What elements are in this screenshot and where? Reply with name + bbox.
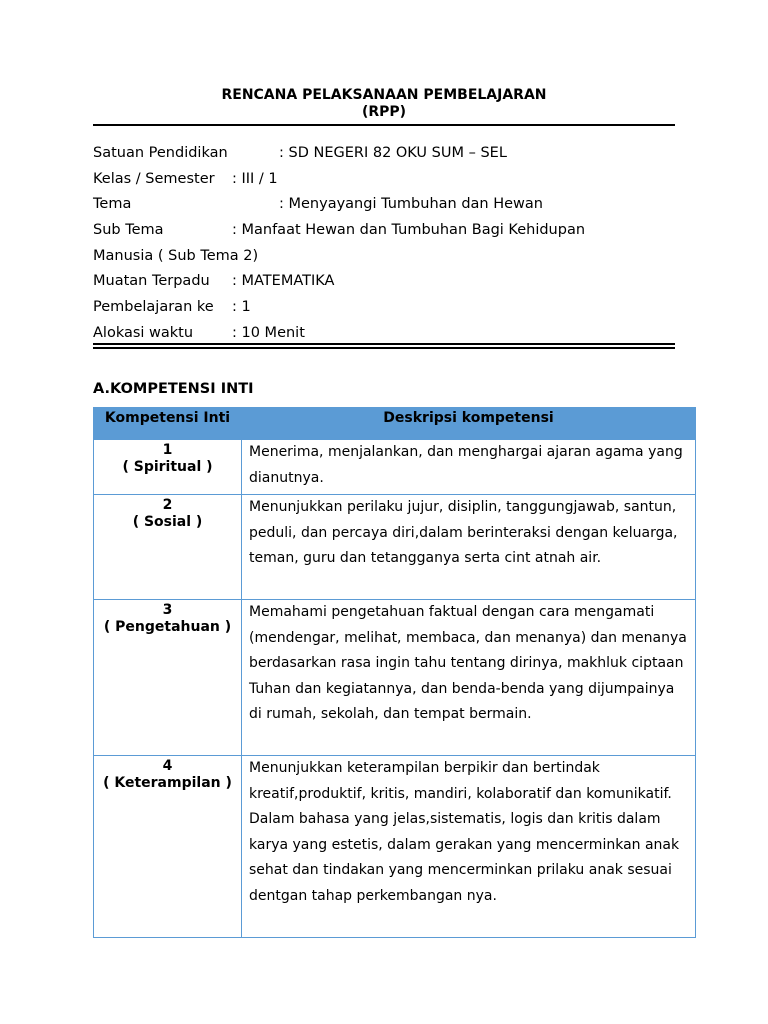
ki-description: Menerima, menjalankan, dan menghargai ajaran agama yang dianutnya. — [242, 440, 696, 495]
identity-row-tema — [93, 192, 675, 218]
kelas-value: : III / 1 — [232, 170, 278, 187]
subtema-label: Sub Tema — [93, 222, 164, 239]
table-header-row — [94, 408, 696, 440]
document-title: RENCANA PELAKSANAAN PEMBELAJARAN — [221, 87, 547, 103]
subtema-continuation: Manusia ( Sub Tema 2) — [93, 247, 259, 264]
ki-description: Memahami pengetahuan faktual dengan cara mengamati (mendengar, melihat, membaca, dan menanya) dan menanya berdasarkan rasa ingin tahu tentang dirinya, makhluk ciptaan Tuhan dan kegiatannya, dan benda-benda yang dijumpainya di rumah, sekolah, dan tempat bermain. — [242, 600, 696, 756]
pembelajaran-label: Pembelajaran ke — [93, 299, 214, 316]
ki-cell — [94, 440, 242, 495]
identity-row-subtema-cont — [93, 244, 675, 270]
satuan-label: Satuan Pendidikan — [93, 145, 228, 161]
identity-row-kelas — [93, 167, 675, 193]
subtema-value: : Manfaat Hewan dan Tumbuhan Bagi Kehidupan — [232, 222, 586, 239]
ki-name: ( Sosial ) — [132, 513, 203, 530]
identity-row-subtema — [93, 218, 675, 244]
kompetensi-inti-table — [93, 407, 696, 938]
ki-description: Menunjukkan keterampilan berpikir dan bertindak kreatif,produktif, kritis, mandiri, kolaboratif dan komunikatif. Dalam bahasa yang jelas,sistematis, logis dan kritis dalam karya yang estetis, dalam gerakan yang mencerminkan anak sehat dan tindakan yang mencerminkan prilaku anak sesuai dentgan tahap perkembangan nya. — [242, 756, 696, 938]
table-row — [94, 495, 696, 600]
table-row — [94, 756, 696, 938]
identity-row-satuan — [93, 141, 675, 167]
ki-name: ( Spiritual ) — [122, 458, 213, 475]
muatan-value: : MATEMATIKA — [232, 273, 335, 290]
ki-name: ( Keterampilan ) — [103, 774, 232, 791]
ki-cell — [94, 600, 242, 756]
satuan-value: : SD NEGERI 82 OKU SUM – SEL — [279, 145, 507, 161]
ki-description: Menunjukkan perilaku jujur, disiplin, tanggungjawab, santun, peduli, dan percaya diri,dalam berinteraksi dengan keluarga, teman, guru dan tetangganya serta cint atnah air. — [242, 495, 696, 600]
ki-cell — [94, 495, 242, 600]
kelas-label: Kelas / Semester — [93, 170, 215, 187]
ki-number: 3 — [162, 602, 173, 618]
table-header-deskripsi: Deskripsi kompetensi — [242, 408, 696, 440]
table-row — [94, 440, 696, 495]
ki-number: 2 — [162, 497, 173, 513]
identity-row-muatan — [93, 269, 675, 295]
identity-double-rule — [93, 343, 675, 349]
identity-block — [93, 141, 675, 347]
document-subtitle: (RPP) — [361, 104, 407, 120]
title-underline — [93, 124, 675, 126]
ki-name: ( Pengetahuan ) — [103, 618, 232, 635]
muatan-label: Muatan Terpadu — [93, 273, 210, 290]
section-a-title: A.KOMPETENSI INTI — [93, 381, 254, 397]
pembelajaran-value: : 1 — [232, 299, 251, 316]
alokasi-value: : 10 Menit — [232, 324, 305, 341]
table-header-kompetensi: Kompetensi Inti — [94, 408, 242, 440]
ki-cell — [94, 756, 242, 938]
table-row — [94, 600, 696, 756]
tema-value: : Menyayangi Tumbuhan dan Hewan — [279, 196, 543, 213]
tema-label: Tema — [93, 196, 132, 213]
alokasi-label: Alokasi waktu — [93, 324, 194, 341]
ki-number: 1 — [162, 442, 173, 458]
ki-number: 4 — [162, 758, 173, 774]
identity-row-pembelajaran — [93, 295, 675, 321]
